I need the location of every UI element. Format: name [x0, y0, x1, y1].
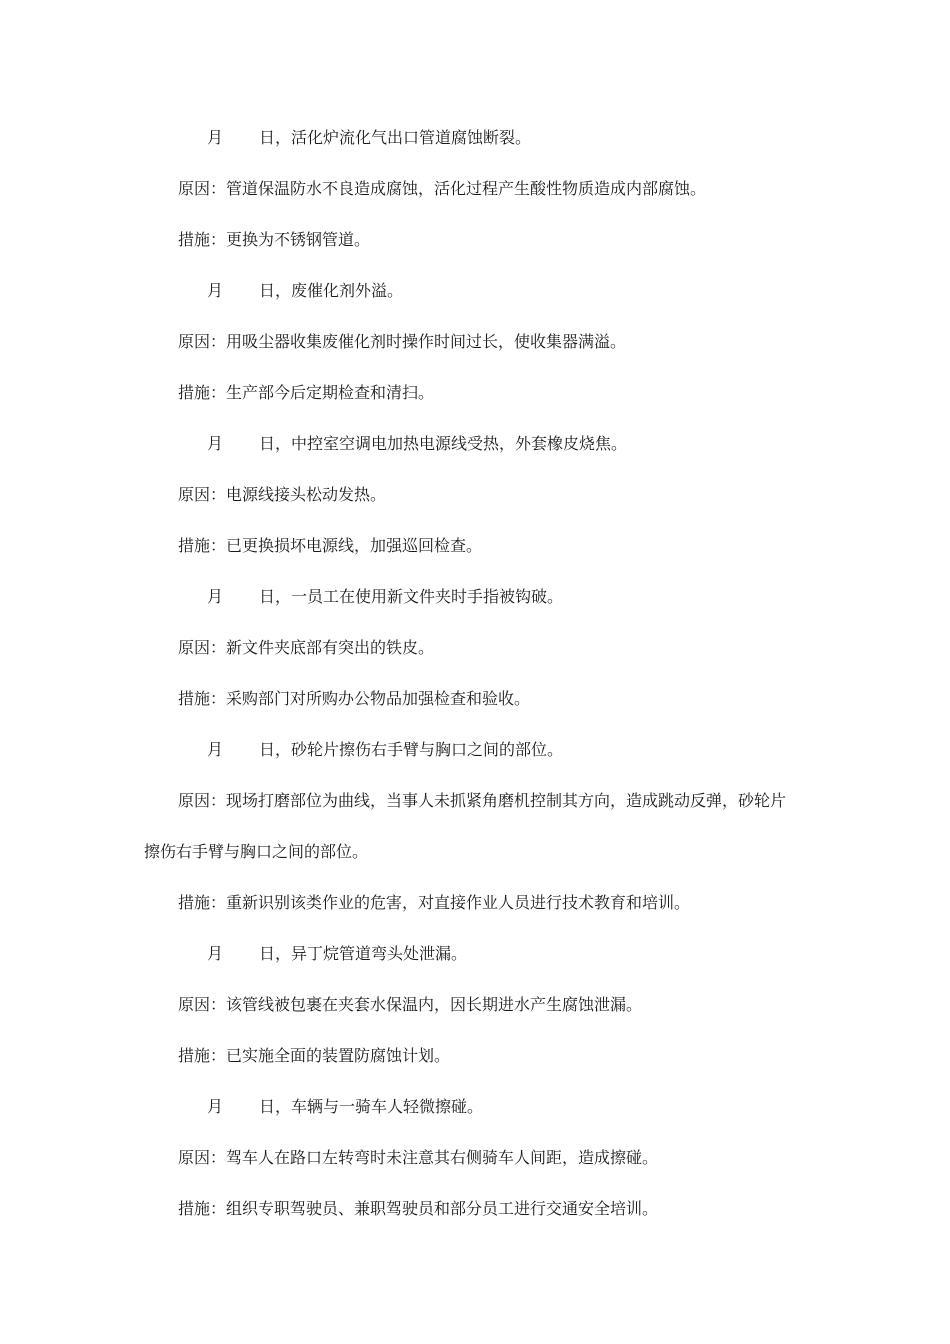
incident-date-line: [0, 940, 950, 991]
cause-text: 驾车人在路口左转弯时未注意其右侧骑车人间距，造成擦碰。: [226, 1148, 659, 1167]
measure-text: 已实施全面的装置防腐蚀计划。: [226, 1046, 451, 1065]
measure-line: [0, 1042, 950, 1093]
day-label: 日: [259, 281, 276, 300]
measure-text: 更换为不锈钢管道。: [226, 230, 371, 249]
incident-date-line: [0, 124, 950, 175]
measure-text: 组织专职驾驶员、兼职驾驶员和部分员工进行交通安全培训。: [226, 1199, 659, 1218]
cause-label: 原因：: [178, 179, 227, 198]
incident-entry: [0, 1093, 950, 1246]
incident-description: ，异丁烷管道弯头处泄漏。: [275, 944, 468, 963]
incident-entry: [0, 124, 950, 277]
month-label: 月: [207, 281, 224, 300]
cause-line: [0, 787, 950, 838]
cause-label: 原因：: [178, 1148, 227, 1167]
incident-description: ，活化炉流化气出口管道腐蚀断裂。: [275, 128, 532, 147]
incident-description: ，一员工在使用新文件夹时手指被钩破。: [275, 587, 564, 606]
incident-date-line: [0, 736, 950, 787]
day-label: 日: [259, 587, 276, 606]
measure-label: 措施：: [178, 536, 227, 555]
cause-label: 原因：: [178, 995, 227, 1014]
month-label: 月: [207, 587, 224, 606]
cause-text: 该管线被包裹在夹套水保温内，因长期进水产生腐蚀泄漏。: [226, 995, 643, 1014]
month-label: 月: [207, 1097, 224, 1116]
cause-text: 用吸尘器收集废催化剂时操作时间过长，使收集器满溢。: [226, 332, 627, 351]
measure-text: 重新识别该类作业的危害，对直接作业人员进行技术教育和培训。: [226, 893, 691, 912]
cause-line: [0, 481, 950, 532]
measure-label: 措施：: [178, 893, 227, 912]
cause-label: 原因：: [178, 485, 227, 504]
cause-text: 新文件夹底部有突出的铁皮。: [226, 638, 435, 657]
cause-continuation-line: [0, 838, 950, 889]
cause-line: [0, 991, 950, 1042]
day-label: 日: [259, 944, 276, 963]
cause-line: [0, 175, 950, 226]
incident-entry: [0, 583, 950, 736]
measure-line: [0, 889, 950, 940]
incident-date-line: [0, 583, 950, 634]
day-label: 日: [259, 740, 276, 759]
incident-entry: [0, 940, 950, 1093]
incident-entry: [0, 277, 950, 430]
month-label: 月: [207, 434, 224, 453]
cause-label: 原因：: [178, 791, 227, 810]
measure-label: 措施：: [178, 230, 227, 249]
measure-label: 措施：: [178, 1046, 227, 1065]
cause-line: [0, 328, 950, 379]
incident-description: ，中控室空调电加热电源线受热，外套橡皮烧焦。: [275, 434, 628, 453]
measure-text: 采购部门对所购办公物品加强检查和验收。: [226, 689, 531, 708]
incident-date-line: [0, 430, 950, 481]
measure-line: [0, 1195, 950, 1246]
month-label: 月: [207, 128, 224, 147]
incident-date-line: [0, 1093, 950, 1144]
day-label: 日: [259, 128, 276, 147]
measure-line: [0, 532, 950, 583]
incident-description: ，废催化剂外溢。: [275, 281, 404, 300]
cause-text: 现场打磨部位为曲线，当事人未抓紧角磨机控制其方向，造成跳动反弹，砂轮片: [226, 791, 787, 810]
measure-line: [0, 226, 950, 277]
measure-line: [0, 685, 950, 736]
cause-continued-text: 擦伤右手臂与胸口之间的部位。: [144, 842, 369, 861]
cause-line: [0, 634, 950, 685]
measure-line: [0, 379, 950, 430]
cause-label: 原因：: [178, 332, 227, 351]
measure-text: 已更换损坏电源线，加强巡回检查。: [226, 536, 483, 555]
cause-label: 原因：: [178, 638, 227, 657]
incident-description: ，砂轮片擦伤右手臂与胸口之间的部位。: [275, 740, 564, 759]
cause-text: 管道保温防水不良造成腐蚀，活化过程产生酸性物质造成内部腐蚀。: [226, 179, 707, 198]
month-label: 月: [207, 740, 224, 759]
measure-label: 措施：: [178, 1199, 227, 1218]
incident-entry: [0, 736, 950, 940]
month-label: 月: [207, 944, 224, 963]
cause-text: 电源线接头松动发热。: [226, 485, 387, 504]
cause-line: [0, 1144, 950, 1195]
day-label: 日: [259, 434, 276, 453]
measure-label: 措施：: [178, 689, 227, 708]
incident-date-line: [0, 277, 950, 328]
day-label: 日: [259, 1097, 276, 1116]
measure-text: 生产部今后定期检查和清扫。: [226, 383, 435, 402]
incident-description: ，车辆与一骑车人轻微擦碰。: [275, 1097, 484, 1116]
measure-label: 措施：: [178, 383, 227, 402]
incident-entry: [0, 430, 950, 583]
